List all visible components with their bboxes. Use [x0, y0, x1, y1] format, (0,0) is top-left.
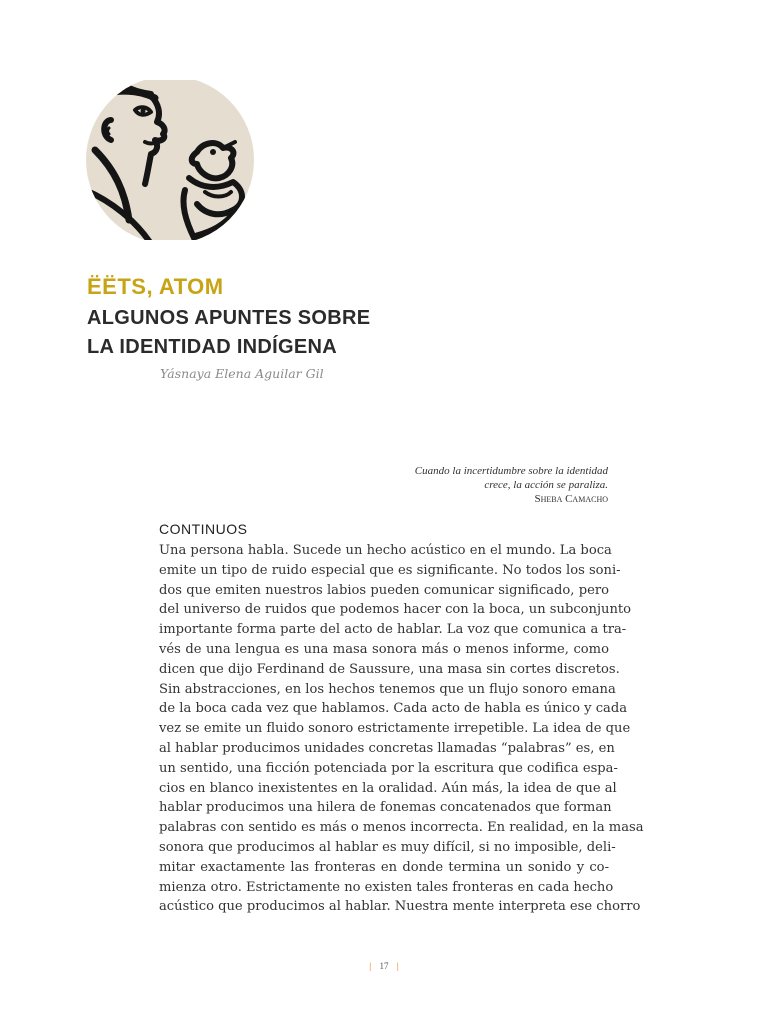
text-line: dos que emiten nuestros labios pueden comunicar significado, pero [159, 582, 609, 598]
folio-bar-left: | [369, 961, 372, 971]
text-line: vez se emite un fluido sonoro estrictamente irrepetible. La idea de que [159, 721, 631, 737]
text-line: de la boca cada vez que hablamos. Cada acto de habla es único y cada [159, 701, 628, 717]
folio-bar-right: | [396, 961, 399, 971]
page-footer [0, 961, 768, 971]
text-line: mienza otro. Estrictamente no existen tales fronteras en cada hecho [159, 879, 614, 895]
text-line: importante forma parte del acto de hablar. La voz que comunica a tra- [159, 622, 627, 638]
page-number: 17 [379, 961, 389, 971]
subtitle-line: ALGUNOS APUNTES SOBRE [87, 307, 371, 329]
figure-with-bird-icon [85, 80, 255, 240]
body-paragraph [159, 541, 644, 917]
epigraph-line: crece, la acción se paraliza. [484, 479, 608, 491]
article-subtitle [87, 304, 370, 362]
text-line: cios en blanco inexistentes en la oralidad. Aún más, la idea de que al [159, 780, 617, 796]
text-line: palabras con sentido es más o menos incorrecta. En realidad, en la masa [159, 820, 644, 836]
text-line: vés de una lengua es una masa sonora más o menos informe, como [159, 641, 609, 657]
text-line: hablar producimos una hilera de fonemas concatenados que forman [159, 800, 612, 816]
text-line: Sin abstracciones, en los hechos tenemos que un flujo sonoro emana [159, 681, 616, 697]
section-heading: CONTINUOS [159, 521, 248, 537]
article-title: ËËTS, ATOM [87, 274, 224, 299]
author-name: Yásnaya Elena Aguilar Gil [160, 366, 324, 381]
codex-illustration [85, 80, 255, 240]
epigraph-quote [308, 464, 608, 492]
text-line: emite un tipo de ruido especial que es significante. No todos los soni- [159, 562, 621, 578]
epigraph [308, 464, 608, 506]
text-line: Una persona habla. Sucede un hecho acústico en el mundo. La boca [159, 543, 612, 558]
epigraph-attribution: Sheba Camacho [534, 493, 608, 505]
text-line: del universo de ruidos que podemos hacer con la boca, un subconjunto [159, 602, 632, 618]
text-line: sonora que producimos al hablar es muy difícil, si no imposible, deli- [159, 839, 616, 855]
text-line: al hablar producimos unidades concretas llamadas “palabras” es, en [159, 740, 615, 756]
epigraph-line: Cuando la incertidumbre sobre la identidad [414, 465, 608, 477]
text-line: un sentido, una ficción potenciada por la escritura que codifica espa- [159, 760, 618, 776]
subtitle-line: LA IDENTIDAD INDÍGENA [87, 336, 338, 358]
text-line: acústico que producimos al hablar. Nuestra mente interpreta ese chorro [159, 899, 641, 915]
text-line: mitar exactamente las fronteras en donde termina un sonido y co- [159, 859, 609, 875]
text-line: dicen que dijo Ferdinand de Saussure, una masa sin cortes discretos. [159, 661, 620, 677]
